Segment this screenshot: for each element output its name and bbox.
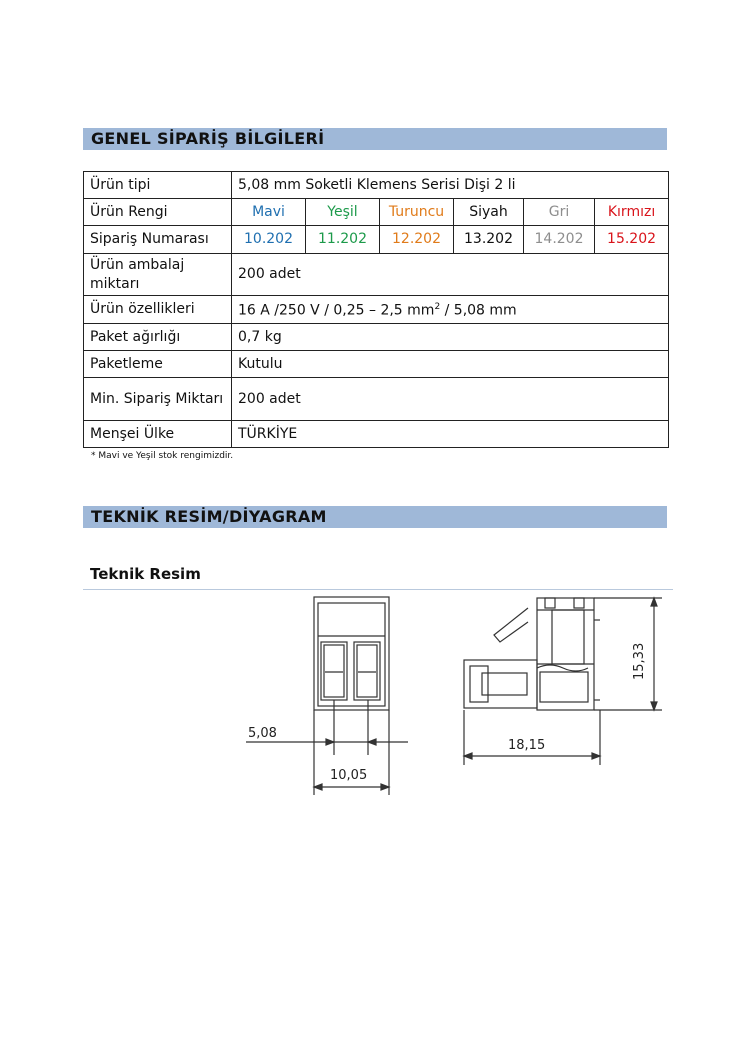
- drawing-subtitle: Teknik Resim: [90, 565, 201, 583]
- min-order-label: Min. Sipariş Miktarı: [84, 378, 232, 421]
- order-no-siyah: 13.202: [454, 226, 524, 254]
- packaging-amount-label: Ürün ambalaj miktarı: [84, 254, 232, 296]
- color-name-mavi: Mavi: [232, 199, 306, 226]
- order-no-yesil: 11.202: [306, 226, 380, 254]
- dim-width-label: 10,05: [330, 768, 368, 783]
- min-order-value: 200 adet: [232, 378, 669, 421]
- packing-value: Kutulu: [232, 351, 669, 378]
- side-view: [464, 598, 600, 710]
- origin-label: Menşei Ülke: [84, 421, 232, 448]
- features-label: Ürün özellikleri: [84, 296, 232, 324]
- section-title: GENEL SİPARİŞ BİLGİLERİ: [91, 129, 325, 148]
- dim-depth-label: 18,15: [508, 738, 546, 753]
- packing-label: Paketleme: [84, 351, 232, 378]
- packaging-amount-value: 200 adet: [232, 254, 669, 296]
- dim-pitch-label: 5,08: [248, 726, 277, 741]
- height-dimension: [594, 598, 662, 710]
- section-title: TEKNİK RESİM/DİYAGRAM: [91, 507, 327, 526]
- color-name-kirmizi: Kırmızı: [595, 199, 669, 226]
- product-type-value: 5,08 mm Soketli Klemens Serisi Dişi 2 li: [232, 172, 669, 199]
- order-no-label: Sipariş Numarası: [84, 226, 232, 254]
- order-no-mavi: 10.202: [232, 226, 306, 254]
- color-name-gri: Gri: [524, 199, 595, 226]
- order-no-kirmizi: 15.202: [595, 226, 669, 254]
- order-no-gri: 14.202: [524, 226, 595, 254]
- origin-value: TÜRKİYE: [232, 421, 669, 448]
- product-type-label: Ürün tipi: [84, 172, 232, 199]
- weight-label: Paket ağırlığı: [84, 324, 232, 351]
- dim-height-label: 15,33: [632, 642, 647, 680]
- color-name-siyah: Siyah: [454, 199, 524, 226]
- front-view: [314, 597, 389, 710]
- order-no-turuncu: 12.202: [380, 226, 454, 254]
- features-value-sup: 2: [434, 302, 441, 313]
- features-value-main: 16 A /250 V / 0,25 – 2,5 mm: [238, 302, 435, 319]
- color-name-yesil: Yeşil: [306, 199, 380, 226]
- features-value-rest: / 5,08 mm: [440, 302, 517, 319]
- stock-color-note: * Mavi ve Yeşil stok rengimizdir.: [91, 451, 234, 461]
- weight-value: 0,7 kg: [232, 324, 669, 351]
- color-name-turuncu: Turuncu: [380, 199, 454, 226]
- color-label: Ürün Rengi: [84, 199, 232, 226]
